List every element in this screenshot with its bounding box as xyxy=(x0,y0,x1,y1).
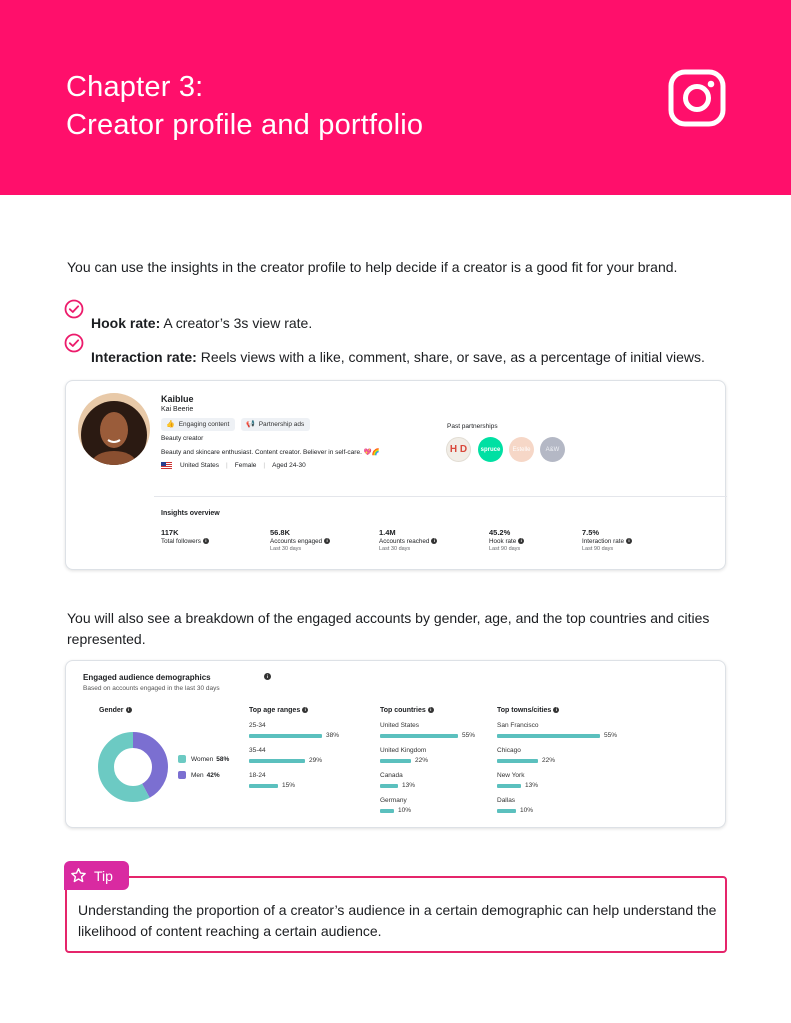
info-icon[interactable]: i xyxy=(428,707,434,713)
bar-value: 15% xyxy=(282,782,296,789)
bullet-interaction-rate xyxy=(91,349,751,365)
stat-period: Last 30 days xyxy=(270,546,302,552)
bar xyxy=(497,784,521,788)
stat-label: Total followers xyxy=(161,538,201,545)
bar-label: Canada xyxy=(380,772,403,779)
bar-label: San Francisco xyxy=(497,722,539,729)
thumbs-up-icon: 👍 xyxy=(166,421,175,428)
bar xyxy=(380,809,394,813)
tip-label-text: Tip xyxy=(94,867,113,884)
stat-label: Accounts reached xyxy=(379,538,430,545)
bar-value: 10% xyxy=(520,807,534,814)
divider xyxy=(154,496,727,497)
age-heading xyxy=(249,707,308,714)
gender-donut-chart xyxy=(97,731,169,803)
gender-heading xyxy=(99,707,132,714)
legend-men xyxy=(178,771,220,779)
intro-paragraph: You can use the insights in the creator profile to help decide if a creator is a good fit for your brand. xyxy=(67,259,678,275)
check-circle-icon xyxy=(64,333,84,353)
info-icon[interactable]: i xyxy=(518,538,524,544)
heading-text: Top age ranges xyxy=(249,707,301,714)
bar-value: 55% xyxy=(462,732,476,739)
bar xyxy=(380,734,458,738)
bar-value: 29% xyxy=(309,757,323,764)
chip-partnership-ads xyxy=(241,418,310,431)
star-icon xyxy=(70,867,87,884)
bar xyxy=(380,784,398,788)
stat-value: 117K xyxy=(161,528,179,537)
bar-label: New York xyxy=(497,772,525,779)
bar xyxy=(497,809,516,813)
legend-value: 58% xyxy=(216,755,230,763)
heading-text: Top countries xyxy=(380,707,426,714)
partner-logo[interactable]: spruce xyxy=(478,437,503,462)
megaphone-icon: 📢 xyxy=(246,421,255,428)
partner-logo[interactable]: H D xyxy=(446,437,471,462)
stat-interaction-rate xyxy=(582,528,632,552)
bar xyxy=(249,734,322,738)
bar xyxy=(380,759,411,763)
chapter-title xyxy=(66,68,423,144)
bullet-text: A creator’s 3s view rate. xyxy=(160,315,313,331)
info-icon[interactable]: i xyxy=(302,707,308,713)
bullet-hook-rate xyxy=(91,315,751,331)
bar-label: Chicago xyxy=(497,747,521,754)
check-circle-icon xyxy=(64,299,84,319)
creator-country: United States xyxy=(180,462,220,469)
legend-label: Men xyxy=(191,771,204,779)
info-icon[interactable]: i xyxy=(126,707,132,713)
bar-value: 22% xyxy=(415,757,429,764)
stat-value: 1.4M xyxy=(379,528,396,537)
stat-label-row xyxy=(489,538,524,545)
creator-category: Beauty creator xyxy=(161,435,204,442)
bar xyxy=(497,734,600,738)
insights-overview-title: Insights overview xyxy=(161,510,220,517)
stat-label: Accounts engaged xyxy=(270,538,323,545)
bar xyxy=(249,784,278,788)
chip-label: Partnership ads xyxy=(258,421,305,428)
demographics-title: Engaged audience demographics xyxy=(83,673,211,682)
separator: | xyxy=(226,462,228,469)
instagram-icon xyxy=(668,69,726,127)
bar-label: 35-44 xyxy=(249,747,266,754)
stat-label-row xyxy=(161,538,209,545)
chip-label: Engaging content xyxy=(178,421,230,428)
creator-meta xyxy=(161,462,306,469)
info-icon[interactable]: i xyxy=(553,707,559,713)
stat-period: Last 30 days xyxy=(379,546,411,552)
stat-accounts-engaged xyxy=(270,528,330,552)
bar-value: 10% xyxy=(398,807,412,814)
bar xyxy=(497,759,538,763)
bar-value: 13% xyxy=(525,782,539,789)
bar-label: 18-24 xyxy=(249,772,266,779)
info-icon[interactable]: i xyxy=(324,538,330,544)
bar-label: Dallas xyxy=(497,797,516,804)
chapter-number: Chapter 3: xyxy=(66,71,204,103)
info-icon[interactable]: i xyxy=(203,538,209,544)
chapter-name: Creator profile and portfolio xyxy=(66,109,424,141)
bar-value: 22% xyxy=(542,757,556,764)
stat-period: Last 90 days xyxy=(582,546,614,552)
separator: | xyxy=(263,462,266,469)
chip-engaging-content xyxy=(161,418,235,431)
bullet-term: Hook rate: xyxy=(91,315,161,331)
bar-label: 25-34 xyxy=(249,722,266,729)
info-icon[interactable]: i xyxy=(626,538,632,544)
legend-women xyxy=(178,755,229,763)
creator-gender: Female xyxy=(234,462,257,469)
bar xyxy=(249,759,305,763)
stat-label: Interaction rate xyxy=(582,538,625,545)
stat-label: Hook rate xyxy=(489,538,517,545)
legend-label: Women xyxy=(191,755,214,763)
legend-swatch xyxy=(178,755,186,763)
bar-label: United Kingdom xyxy=(380,747,427,754)
breakdown-paragraph: You will also see a breakdown of the engaged accounts by gender, age, and the top countries and cities represented. xyxy=(67,610,710,647)
bullet-term: Interaction rate: xyxy=(91,349,197,365)
demographics-subtitle: Based on accounts engaged in the last 30 days xyxy=(83,685,220,692)
stat-value: 45.2% xyxy=(489,528,511,537)
info-icon[interactable]: i xyxy=(431,538,437,544)
stat-value: 56.8K xyxy=(270,528,291,537)
bar-value: 38% xyxy=(326,732,340,739)
bar-value: 13% xyxy=(402,782,416,789)
tip-label xyxy=(64,861,129,890)
stat-hook-rate xyxy=(489,528,524,552)
stat-label-row xyxy=(270,538,330,545)
avatar xyxy=(78,393,150,465)
tip-text: Understanding the proportion of a creator’s audience in a certain demographic can help understand the likelihood of content reaching a certain audience. xyxy=(78,902,717,939)
heading-text: Top towns/cities xyxy=(497,707,552,714)
heading-text: Gender xyxy=(99,707,124,714)
legend-value: 42% xyxy=(206,771,220,779)
stat-accounts-reached xyxy=(379,528,437,552)
creator-profile-card xyxy=(65,380,726,570)
chapter-header xyxy=(0,0,791,195)
creator-age: Aged 24-30 xyxy=(272,462,306,469)
audience-demographics-card xyxy=(65,660,726,828)
creator-full-name: Kai Beerie xyxy=(161,406,194,413)
partner-logo[interactable]: A&W xyxy=(540,437,565,462)
bar-label: Germany xyxy=(380,797,407,804)
bullet-text: Reels views with a like, comment, share, or save, as a percentage of initial views. xyxy=(196,349,705,365)
bar-value: 55% xyxy=(604,732,618,739)
stat-value: 7.5% xyxy=(582,528,600,537)
legend-swatch xyxy=(178,771,186,779)
stat-label-row xyxy=(379,538,437,545)
us-flag-icon xyxy=(161,462,172,469)
stat-total-followers xyxy=(161,528,209,545)
cities-heading xyxy=(497,707,559,714)
stat-label-row xyxy=(582,538,632,545)
creator-bio: Beauty and skincare enthusiast. Content creator. Believer in self-care. 💖🌈 xyxy=(161,449,380,456)
tip-box xyxy=(65,876,727,953)
countries-heading xyxy=(380,707,434,714)
stat-period: Last 90 days xyxy=(489,546,521,552)
info-icon[interactable]: i xyxy=(264,673,271,680)
creator-username: Kaiblue xyxy=(161,394,194,404)
partner-logo[interactable]: Estelle xyxy=(509,437,534,462)
bar-label: United States xyxy=(380,722,420,729)
past-partnerships-label: Past partnerships xyxy=(447,423,498,430)
